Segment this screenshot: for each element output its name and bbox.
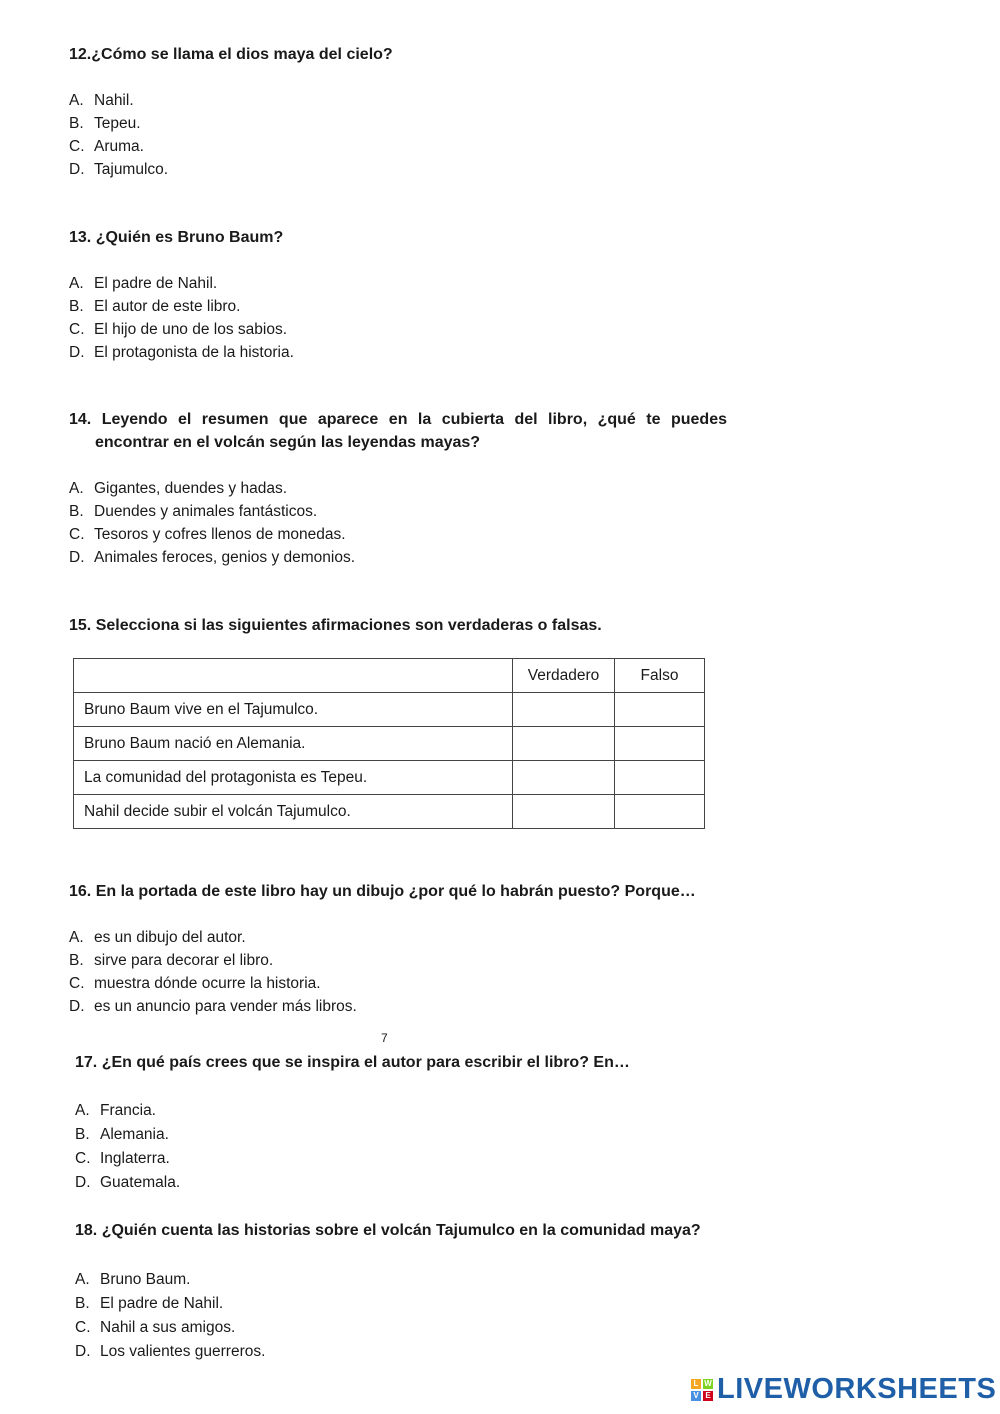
question-17-title: 17. ¿En qué país crees que se inspira el autor para escribir el libro? En…	[75, 1054, 630, 1071]
option-b[interactable]: B. sirve para decorar el libro.	[69, 952, 274, 969]
statement-cell: Bruno Baum nació en Alemania.	[74, 727, 513, 761]
option-d[interactable]: D. Guatemala.	[75, 1174, 181, 1191]
option-b[interactable]: B. Tepeu.	[69, 115, 141, 132]
option-c[interactable]: C. Nahil a sus amigos.	[75, 1319, 236, 1336]
option-c[interactable]: C. muestra dónde ocurre la historia.	[69, 975, 321, 992]
statement-cell: La comunidad del protagonista es Tepeu.	[74, 761, 513, 795]
question-18-title: 18. ¿Quién cuenta las historias sobre el volcán Tajumulco en la comunidad maya?	[75, 1222, 701, 1239]
falso-cell[interactable]	[615, 761, 705, 795]
option-c[interactable]: C. Tesoros y cofres llenos de monedas.	[69, 526, 346, 543]
header-falso: Falso	[615, 659, 705, 693]
option-b[interactable]: B. Duendes y animales fantásticos.	[69, 503, 318, 520]
header-statement	[74, 659, 513, 693]
table-row	[74, 727, 705, 761]
table-row	[74, 761, 705, 795]
true-false-table	[73, 658, 705, 829]
question-15-title: 15. Selecciona si las siguientes afirmaciones son verdaderas o falsas.	[69, 617, 602, 634]
question-14-title-line1: 14. Leyendo el resumen que aparece en la cubierta del libro, ¿qué te puedes	[69, 411, 727, 428]
question-13-title: 13. ¿Quién es Bruno Baum?	[69, 229, 284, 246]
verdadero-cell[interactable]	[513, 727, 615, 761]
option-a[interactable]: A. Gigantes, duendes y hadas.	[69, 480, 288, 497]
option-b[interactable]: B. El padre de Nahil.	[75, 1295, 224, 1312]
logo-grid-icon: L W V E	[691, 1379, 713, 1401]
option-b[interactable]: B. El autor de este libro.	[69, 298, 241, 315]
question-17-options	[75, 1099, 180, 1195]
header-verdadero: Verdadero	[513, 659, 615, 693]
option-a[interactable]: A. Francia.	[75, 1102, 156, 1119]
question-13-options	[69, 272, 294, 364]
option-a[interactable]: A. Nahil.	[69, 92, 134, 109]
verdadero-cell[interactable]	[513, 795, 615, 829]
question-16-title: 16. En la portada de este libro hay un dibujo ¿por qué lo habrán puesto? Porque…	[69, 883, 696, 900]
falso-cell[interactable]	[615, 727, 705, 761]
option-c[interactable]: C. Inglaterra.	[75, 1150, 170, 1167]
table-header-row	[74, 659, 705, 693]
falso-cell[interactable]	[615, 693, 705, 727]
option-c[interactable]: C. El hijo de uno de los sabios.	[69, 321, 288, 338]
verdadero-cell[interactable]	[513, 761, 615, 795]
statement-cell: Nahil decide subir el volcán Tajumulco.	[74, 795, 513, 829]
falso-cell[interactable]	[615, 795, 705, 829]
option-a[interactable]: A. es un dibujo del autor.	[69, 929, 246, 946]
verdadero-cell[interactable]	[513, 693, 615, 727]
question-14-options	[69, 477, 355, 569]
question-14-title	[69, 408, 727, 454]
option-c[interactable]: C. Aruma.	[69, 138, 144, 155]
option-a[interactable]: A. Bruno Baum.	[75, 1271, 191, 1288]
question-16-options	[69, 926, 357, 1018]
question-18-options	[75, 1268, 265, 1364]
option-b[interactable]: B. Alemania.	[75, 1126, 169, 1143]
option-a[interactable]: A. El padre de Nahil.	[69, 275, 218, 292]
table-row	[74, 693, 705, 727]
option-d[interactable]: D. Los valientes guerreros.	[75, 1343, 266, 1360]
question-12-title: 12.¿Cómo se llama el dios maya del cielo?	[69, 46, 393, 63]
option-d[interactable]: D. Tajumulco.	[69, 161, 169, 178]
statement-cell: Bruno Baum vive en el Tajumulco.	[74, 693, 513, 727]
option-d[interactable]: D. es un anuncio para vender más libros.	[69, 998, 357, 1015]
option-d[interactable]: D. El protagonista de la historia.	[69, 344, 294, 361]
table-row	[74, 795, 705, 829]
question-14-title-line2: encontrar en el volcán según las leyendas mayas?	[95, 434, 481, 451]
page-number: 7	[381, 1031, 388, 1045]
question-12-options	[69, 89, 168, 181]
brand-name: LIVEWORKSHEETS	[717, 1373, 997, 1405]
liveworksheets-logo[interactable]	[691, 1373, 996, 1406]
option-d[interactable]: D. Animales feroces, genios y demonios.	[69, 549, 356, 566]
